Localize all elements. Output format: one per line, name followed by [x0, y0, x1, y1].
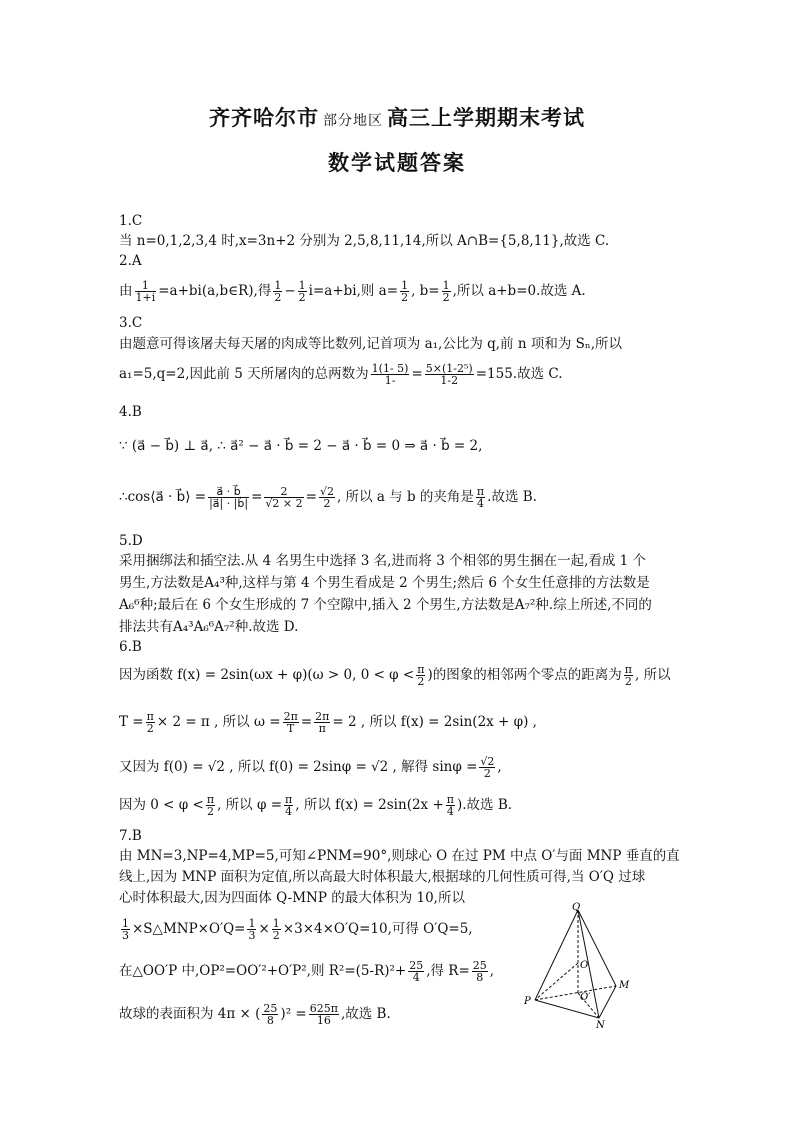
q5-number: 5.D — [119, 533, 143, 549]
q5-line-3: A₆⁶种;最后在 6 个女生形成的 7 个空隙中,插入 2 个男生,方法数是A₇²种.综上所述,不同的 — [119, 597, 652, 613]
tetrahedron-figure — [520, 900, 640, 1030]
q7-line-2: 线上,因为 MNP 面积为定值,所以高最大时体积最大,根据球的几何性质可得,当 O′Q 过球 — [119, 869, 646, 885]
q5-line-4: 排法共有A₄³A₆⁶A₇²种.故选 D. — [119, 619, 299, 635]
q6-line-2: T = $\frac{\pi}{2}$ × 2 = π , 所以 ω = $\frac{2\pi}{T}$ = $\frac{2\pi}{\pi}$ = 2 , 所以 f(x) = 2sin(2x + φ) , — [119, 710, 537, 735]
q5-line-2: 男生,方法数是A₄³种,这样与第 4 个男生看成是 2 个男生;然后 6 个女生任意排的方法数是 — [119, 575, 650, 591]
q7-line-4: $\frac{1}{3}$ ×S△MNP×O′Q= $\frac{1}{3}$ × $\frac{1}{2}$ ×3×4×O′Q=10,可得 O′Q=5, — [122, 917, 473, 942]
q2-number: 2.A — [119, 253, 142, 269]
label-o: O — [580, 960, 589, 971]
q4-line-1: ∵ (a⃗ − b⃗) ⊥ a⃗, ∴ a⃗² − a⃗ · b⃗ = 2 − a⃗ · b⃗ = 0 ⇒ a⃗ · b⃗ = 2, — [119, 438, 483, 454]
q6-line-1: 因为函数 f(x) = 2sin(ωx + φ)(ω > 0, 0 < φ < $\frac{\pi}{2}$ )的图象的相邻两个零点的距离为 $\frac{\pi}{2}$ , 所以 — [119, 663, 671, 688]
segment-op — [535, 963, 578, 1000]
label-n: N — [596, 1020, 605, 1030]
q2-solution: 由 $\frac{1}{1+i}$ =a+bi(a,b∈R),得 $\frac{1}{2}$ − $\frac{1}{2}$ i=a+bi,则 a= $\frac{1}{2}$ , b= $\frac{1}{2}$ ,所以 a+b=0.故选 A. — [119, 279, 586, 304]
q6-line-4: 因为 0 < φ < $\frac{\pi}{2}$ , 所以 φ = $\frac{\pi}{4}$ , 所以 f(x) = 2sin(2x + $\frac{\pi}{4}$ ).故选 B. — [119, 793, 513, 818]
page-title: 齐齐哈尔市 部分地区 高三上学期期末考试 — [209, 105, 585, 130]
edge-nm — [599, 986, 616, 1018]
q5-line-1: 采用捆绑法和插空法.从 4 名男生中选择 3 名,进而将 3 个相邻的男生捆在一起,看成 1 个 — [119, 553, 647, 569]
q1-number: 1.C — [119, 213, 143, 229]
q3-line-1: 由题意可得该屠夫每天屠的肉成等比数列,记首项为 a₁,公比为 q,前 n 项和为 Sₙ,所以 — [119, 336, 623, 352]
edge-qp — [535, 910, 578, 1000]
q7-line-3: 心时体积最大,因为四面体 Q-MNP 的最大体积为 10,所以 — [119, 890, 465, 906]
edge-pm — [535, 986, 616, 1000]
label-q: Q — [572, 902, 581, 913]
q4-number: 4.B — [119, 404, 142, 420]
page-subtitle: 数学试题答案 — [328, 150, 466, 175]
q6-number: 6.B — [119, 639, 142, 655]
q7-line-6: 故球的表面积为 4π × ( $\frac{25}{8}$ )² = $\frac{625\pi}{16}$ ,故选 B. — [119, 1002, 391, 1027]
edge-qm — [578, 910, 616, 986]
label-o-prime: O′ — [580, 992, 591, 1003]
q6-line-3: 又因为 f(0) = √2 , 所以 f(0) = 2sinφ = √2 , 解得 sinφ = $\frac{√2}{2}$ , — [119, 755, 502, 780]
q1-solution: 当 n=0,1,2,3,4 时,x=3n+2 分别为 2,5,8,11,14,所以 A∩B={5,8,11},故选 C. — [119, 233, 610, 249]
q7-line-1: 由 MN=3,NP=4,MP=5,可知∠PNM=90°,则球心 O 在过 PM 中点 O′与面 MNP 垂直的直 — [119, 848, 680, 864]
q7-line-5: 在△OO′P 中,OP²=OO′²+O′P²,则 R²=(5-R)²+ $\frac{25}{4}$ ,得 R= $\frac{25}{8}$ , — [119, 959, 495, 984]
q3-line-2: a₁=5,q=2,因此前 5 天所屠肉的总两数为 $\frac{1(1- 5)}{1-}$ = $\frac{\text{5×(1-2⁵)}}{1-2}$ =155.故选 C. — [119, 362, 563, 387]
label-p: P — [524, 996, 531, 1007]
q7-number: 7.B — [119, 828, 142, 844]
label-m: M — [619, 980, 630, 991]
q3-number: 3.C — [119, 315, 143, 331]
q4-line-2: ∴cos⟨a⃗ · b⃗⟩ = $\frac{a⃗ \cdot b⃗}{|a⃗| \cdot |b⃗|}$ = $\frac{2}{√2 \times 2}$ = $\frac{√2}{2}$ , 所以 a 与 b 的夹角是 $\frac{\pi}{4}$ .故选 B. — [119, 485, 537, 510]
